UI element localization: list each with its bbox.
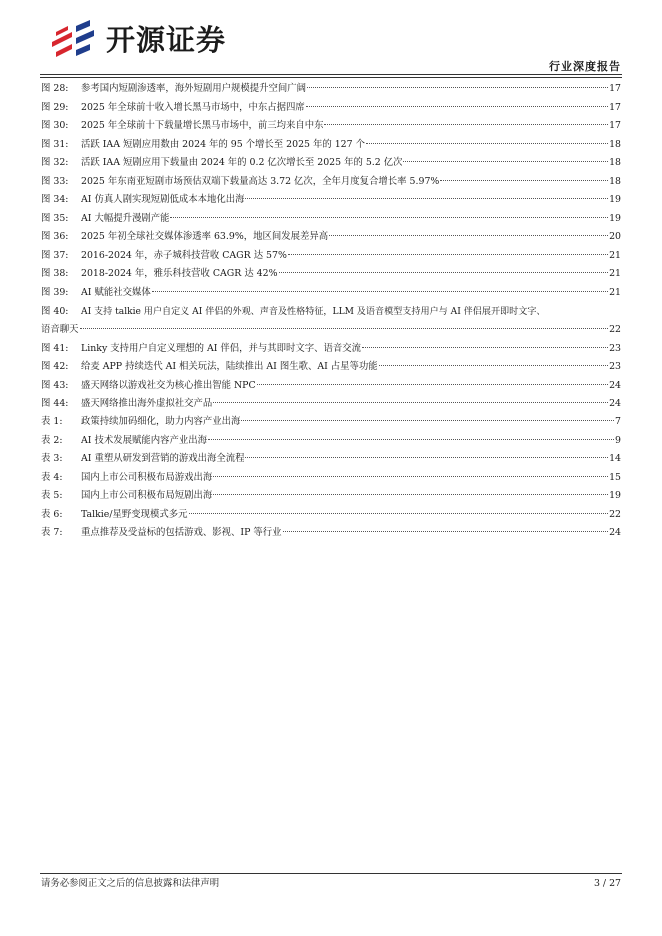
entry-label: 图 33: [41,175,69,187]
toc-entry[interactable] [41,80,621,99]
entry-page: 19 [609,212,621,224]
leader-dots [213,402,608,403]
entry-page: 7 [615,416,621,427]
footer-disclaimer: 请务必参阅正文之后的信息披露和法律声明 [41,878,220,889]
entry-page: 21 [609,268,621,280]
entry-title: 国内上市公司积极布局短剧出海 [81,490,213,502]
entry-page: 18 [609,175,621,187]
entry-page: 14 [609,453,621,465]
entry-label: 图 42: [41,361,69,373]
entry-page: 17 [609,101,621,113]
toc-entry[interactable] [41,450,621,469]
entry-label: 图 31: [41,138,69,150]
leader-dots [324,124,608,125]
entry-label: 表 5: [41,490,63,502]
entry-page: 22 [609,324,621,336]
leader-dots [379,365,608,366]
entry-title: 参考国内短剧渗透率，海外短剧用户规模提升空间广阔 [81,83,307,94]
entry-label: 图 41: [41,342,69,354]
figure-list [41,80,621,414]
toc-entry[interactable] [41,432,621,451]
entry-label: 表 4: [41,471,63,483]
toc-entry[interactable] [41,247,621,266]
entry-label: 图 29: [41,101,69,113]
header-rule-thin [40,77,622,78]
entry-label: 图 28: [41,83,69,94]
entry-page: 24 [609,527,621,539]
entry-label: 图 38: [41,268,69,280]
entry-page: 20 [609,231,621,243]
entry-page: 15 [609,471,621,483]
entry-page: 18 [609,138,621,150]
entry-title: 2025 年初全球社交媒体渗透率 63.9%，地区间发展差异高 [81,231,329,243]
entry-page: 19 [609,490,621,502]
entry-label: 图 32: [41,157,69,169]
toc-entry[interactable] [41,191,621,210]
entry-title: 2025 年全球前十收入增长黑马市场中，中东占据四席 [81,101,305,113]
entry-page: 24 [609,379,621,391]
entry-title: 2025 年全球前十下载量增长黑马市场中，前三均来自中东 [81,120,324,132]
toc-entry[interactable] [41,395,621,414]
logo-text: 开源证券 [106,23,227,57]
entry-label: 表 3: [41,453,63,465]
entry-title: 活跃 IAA 短剧应用数由 2024 年的 95 个增长至 2025 年的 127 个 [81,138,365,150]
toc-entry-wrapped[interactable] [41,303,621,340]
entry-label: 图 40: [41,305,69,317]
entry-title: 给麦 APP 持续迭代 AI 相关玩法，陆续推出 AI 图生歌、AI 占星等功能 [81,361,378,373]
entry-title: 2018-2024 年，雅乐科技营收 CAGR 达 42% [81,268,278,280]
toc-entry[interactable] [41,358,621,377]
leader-dots [213,494,608,495]
entry-label: 图 36: [41,231,69,243]
entry-label: 表 1: [41,416,63,427]
leader-dots [245,457,608,458]
entry-label: 图 34: [41,194,69,206]
entry-page: 18 [609,157,621,169]
leader-dots [279,272,609,273]
entry-title: AI 技术发展赋能内容产业出海 [81,434,207,446]
page-number: 3 / 27 [593,878,621,889]
entry-page: 23 [609,342,621,354]
entry-page: 24 [609,398,621,410]
entry-title: AI 支持 talkie 用户自定义 AI 伴侣的外观、声音及性格特征，LLM 及语音模型支持用户与 AI 伴侣展开即时文字、 [81,306,546,317]
toc-entry[interactable] [41,413,621,432]
toc-entry[interactable] [41,506,621,525]
entry-title: 重点推荐及受益标的包括游戏、影视、IP 等行业 [81,527,282,539]
entry-page: 17 [609,120,621,132]
entry-label: 图 35: [41,212,69,224]
toc-entry[interactable] [41,99,621,118]
entry-title: Talkie/星野变现模式多元 [81,508,188,520]
toc-entry[interactable] [41,524,621,543]
toc-entry[interactable] [41,340,621,359]
entry-page: 17 [609,83,621,94]
entry-page: 9 [615,434,621,446]
entry-page: 21 [609,249,621,261]
entry-label: 图 44: [41,398,69,410]
entry-title: 2016-2024 年，赤子城科技营收 CAGR 达 57% [81,249,287,261]
entry-title: 国内上市公司积极布局游戏出海 [81,471,213,483]
entry-title: AI 大幅提升漫剧产能 [81,212,170,224]
leader-dots [170,217,608,218]
entry-title: 政策持续加码细化，助力内容产业出海 [81,416,241,427]
entry-title-continued: 语音聊天 [41,324,79,336]
entry-title: 2025 年东南亚短剧市场预估双端下载量高达 3.72 亿次，全年月度复合增长率 5.97% [81,175,440,187]
leader-dots [366,143,608,144]
leader-dots [440,180,608,181]
entry-label: 图 37: [41,249,69,261]
entry-title: 盛天网络推出海外虚拟社交产品 [81,398,213,410]
table-list [41,413,621,543]
toc-entry[interactable] [41,265,621,284]
entry-label: 图 30: [41,120,69,132]
entry-title: AI 赋能社交媒体 [81,287,151,299]
entry-label: 表 7: [41,527,63,539]
report-type-label: 行业深度报告 [549,60,621,73]
toc-entry[interactable] [41,210,621,229]
entry-title: AI 重塑从研发到营销的游戏出海全流程 [81,453,245,465]
entry-page: 21 [609,287,621,299]
entry-title: 活跃 IAA 短剧应用下载量由 2024 年的 0.2 亿次增长至 2025 年的 5.2 亿次 [81,157,403,169]
entry-title: Linky 支持用户自定义理想的 AI 伴侣，并与其即时文字、语音交流 [81,342,362,354]
leader-dots [257,384,608,385]
toc-entry[interactable] [41,284,621,303]
leader-dots [80,328,609,329]
entry-title: 盛天网络以游戏社交为核心推出智能 NPC [81,379,256,391]
entry-label: 图 43: [41,379,69,391]
toc-entry[interactable] [41,173,621,192]
leader-dots [241,420,614,421]
leader-dots [213,476,608,477]
leader-dots [189,513,609,514]
toc-entry[interactable] [41,487,621,506]
leader-dots [152,291,608,292]
leader-dots [208,439,614,440]
toc-entry[interactable] [41,228,621,247]
toc-entry[interactable] [41,117,621,136]
entry-label: 表 6: [41,508,63,520]
leader-dots [362,347,608,348]
leader-dots [329,235,608,236]
entry-title: AI 仿真人剧实现短剧低成本本地化出海 [81,194,245,206]
toc-entry[interactable] [41,469,621,488]
company-logo [50,18,250,62]
entry-page: 19 [609,194,621,206]
entry-page: 23 [609,361,621,373]
leader-dots [306,106,608,107]
leader-dots [307,87,608,88]
entry-label: 图 39: [41,287,69,299]
leader-dots [245,198,608,199]
leader-dots [288,254,608,255]
entry-label: 表 2: [41,434,63,446]
entry-page: 22 [609,508,621,520]
toc-entry[interactable] [41,154,621,173]
leader-dots [283,531,609,532]
toc-entry[interactable] [41,136,621,155]
leader-dots [403,161,608,162]
toc-entry[interactable] [41,377,621,396]
logo-mark-icon [50,18,100,62]
footer-rule [40,873,622,874]
header-rule [40,74,622,75]
